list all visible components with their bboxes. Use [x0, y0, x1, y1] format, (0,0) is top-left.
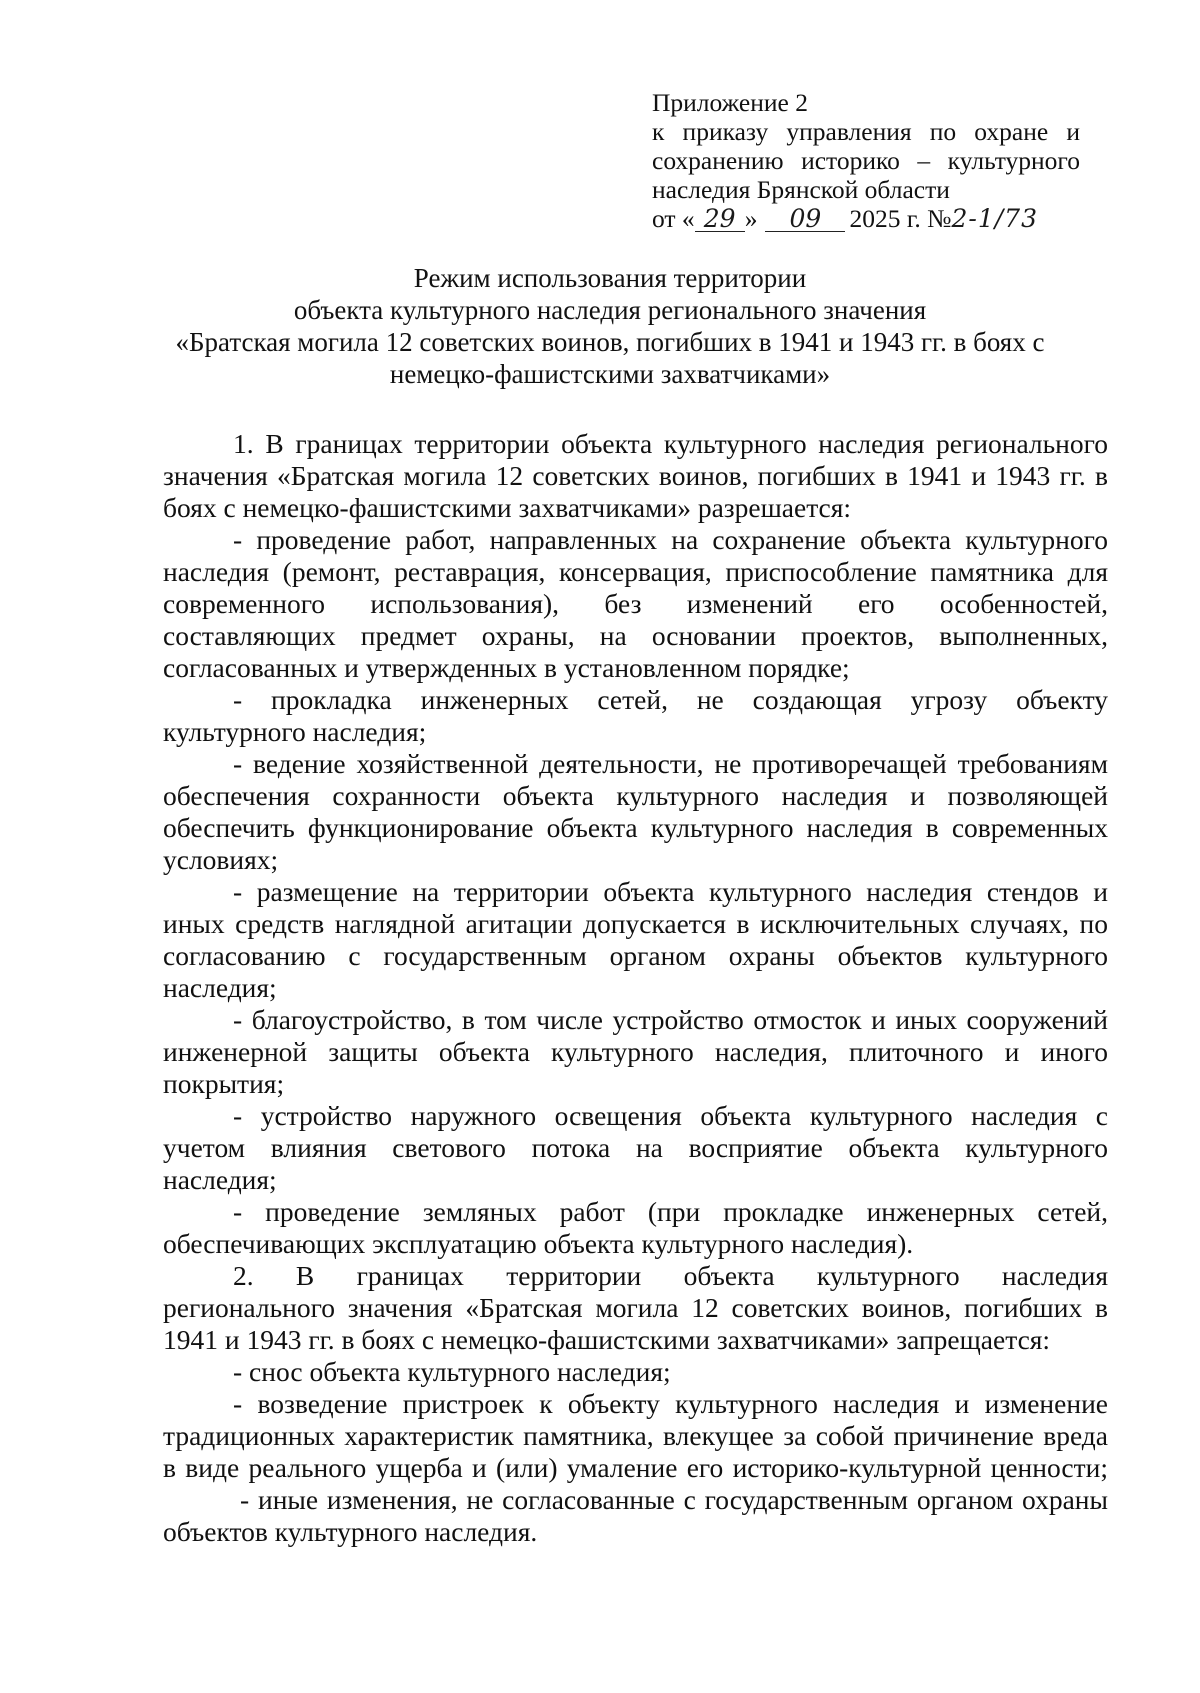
body-line: составляющих предмет охраны, на основании проектов, выполненных, — [163, 620, 1108, 651]
handwritten-month: 09 — [765, 207, 845, 232]
body-line: в виде реального ущерба и (или) умаление его историко-культурной ценности; — [163, 1452, 1108, 1483]
body-line: обеспечения сохранности объекта культурного наследия и позволяющей — [163, 780, 1108, 811]
title-line-4: немецко-фашистскими захватчиками» — [389, 359, 831, 389]
body-line: - благоустройство, в том числе устройство отмосток и иных сооружений — [233, 1004, 1108, 1035]
body-line: объектов культурного наследия. — [163, 1516, 538, 1547]
title-line-1: Режим использования территории — [413, 263, 807, 293]
appendix-line-2: к приказу управления по охране и — [652, 117, 1080, 146]
body-line: обеспечить функционирование объекта культурного наследия в современных — [163, 812, 1108, 843]
order-date-number — [652, 204, 1080, 233]
body-line: - размещение на территории объекта культурного наследия стендов и — [233, 876, 1108, 907]
date-mid: » — [744, 204, 758, 233]
body-line: учетом влияния светового потока на восприятие объекта культурного — [163, 1132, 1108, 1163]
body-line: согласованию с государственным органом охраны объектов культурного — [163, 940, 1108, 971]
body-line: - иные изменения, не согласованные с государственным органом охраны — [240, 1484, 1108, 1515]
body-line: наследия (ремонт, реставрация, консервация, приспособление памятника для — [163, 556, 1108, 587]
document-body — [163, 428, 1108, 1548]
title-line-3: «Братская могила 12 советских воинов, погибших в 1941 и 1943 гг. в боях с — [175, 327, 1045, 357]
appendix-header — [652, 88, 1080, 233]
handwritten-day: 29 — [695, 207, 745, 232]
year-text: 2025 г. № — [849, 204, 952, 233]
body-line: обеспечивающих эксплуатацию объекта культурного наследия). — [163, 1228, 914, 1259]
handwritten-order-number: 2-1/73 — [951, 204, 1038, 233]
body-line: согласованных и утвержденных в установленном порядке; — [163, 652, 850, 683]
appendix-line-1: Приложение 2 — [652, 88, 808, 117]
body-line: культурного наследия; — [163, 716, 427, 747]
title-line-2: объекта культурного наследия регионального значения — [293, 295, 927, 325]
body-line: традиционных характеристик памятника, влекущее за собой причинение вреда — [163, 1420, 1108, 1451]
body-line: 2. В границах территории объекта культурного наследия — [233, 1260, 1108, 1291]
body-line: наследия; — [163, 1164, 277, 1195]
body-line: покрытия; — [163, 1068, 285, 1099]
body-line: боях с немецко-фашистскими захватчиками» разрешается: — [163, 492, 852, 523]
body-line: 1941 и 1943 гг. в боях с немецко-фашистскими захватчиками» запрещается: — [163, 1324, 1051, 1355]
body-line: современного использования), без изменений его особенностей, — [163, 588, 1108, 619]
body-line: - прокладка инженерных сетей, не создающая угрозу объекту — [233, 684, 1108, 715]
body-line: - возведение пристроек к объекту культурного наследия и изменение — [233, 1388, 1108, 1419]
body-line: наследия; — [163, 972, 277, 1003]
body-line: инженерной защиты объекта культурного наследия, плиточного и иного — [163, 1036, 1108, 1067]
body-line: иных средств наглядной агитации допускается в исключительных случаях, по — [163, 908, 1108, 939]
body-line: регионального значения «Братская могила 12 советских воинов, погибших в — [163, 1292, 1108, 1323]
date-prefix: от « — [652, 204, 695, 233]
body-line: условиях; — [163, 844, 279, 875]
body-line: - ведение хозяйственной деятельности, не противоречащей требованиям — [233, 748, 1108, 779]
body-line: значения «Братская могила 12 советских воинов, погибших в 1941 и 1943 гг. в — [163, 460, 1108, 491]
document-title — [150, 262, 1070, 390]
appendix-line-3: сохранению историко – культурного — [652, 146, 1080, 175]
body-line: - устройство наружного освещения объекта культурного наследия с — [233, 1100, 1108, 1131]
body-line: 1. В границах территории объекта культурного наследия регионального — [233, 428, 1108, 459]
body-line: - проведение земляных работ (при прокладке инженерных сетей, — [233, 1196, 1108, 1227]
body-line: - проведение работ, направленных на сохранение объекта культурного — [233, 524, 1108, 555]
body-line: - снос объекта культурного наследия; — [233, 1356, 671, 1387]
appendix-line-4: наследия Брянской области — [652, 175, 950, 204]
